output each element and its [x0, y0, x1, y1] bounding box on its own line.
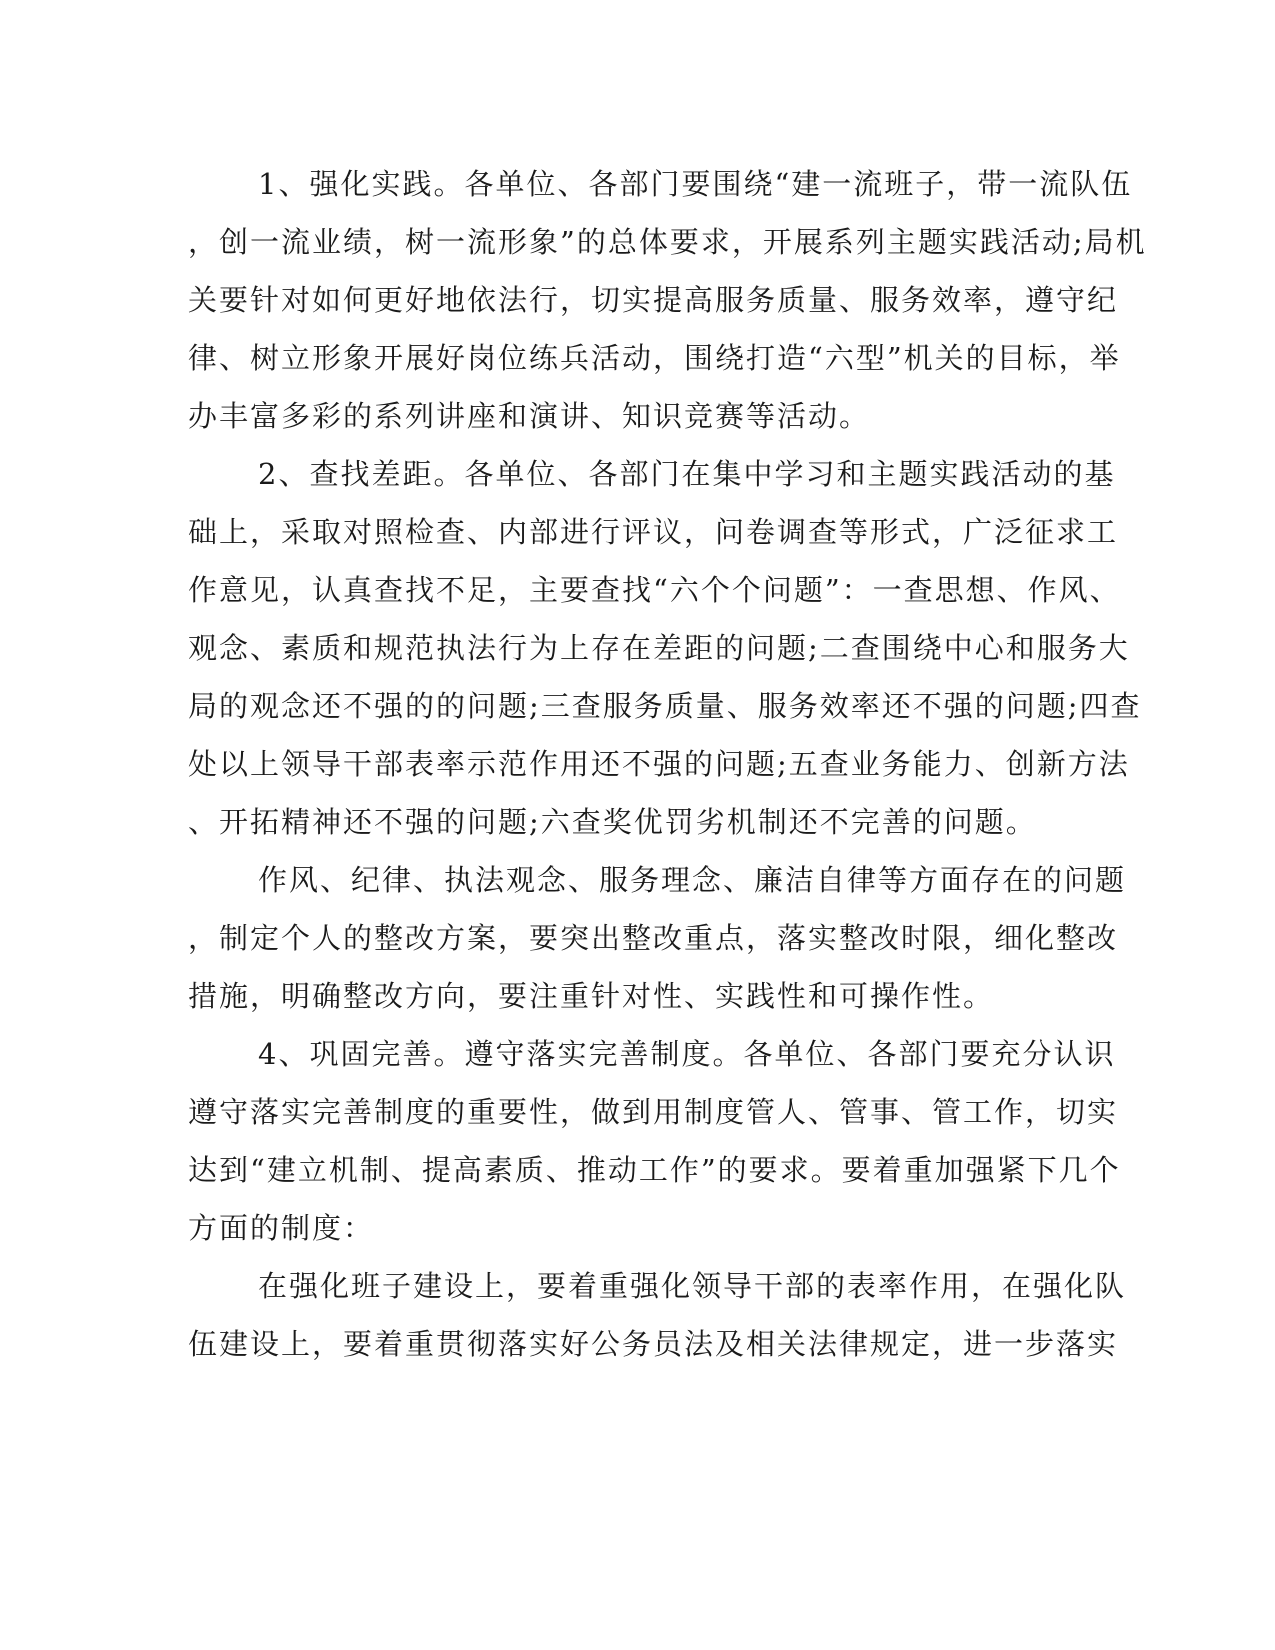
text-line: 作意见，认真查找不足，主要查找“六个个问题”：一查思想、作风、: [188, 573, 1121, 607]
text-line: 、开拓精神还不强的问题;六查奖优罚劣机制还不完善的问题。: [188, 805, 1037, 839]
text-line: 2、查找差距。各单位、各部门在集中学习和主题实践活动的基: [258, 457, 1116, 491]
text-line: 伍建设上，要着重贯彻落实好公务员法及相关法律规定，进一步落实: [188, 1327, 1119, 1361]
text-line: ，创一流业绩，树一流形象”的总体要求，开展系列主题实践活动;局机: [188, 225, 1147, 259]
text-line: 律、树立形象开展好岗位练兵活动，围绕打造“六型”机关的目标，举: [188, 341, 1121, 375]
text-line: 方面的制度：: [188, 1211, 375, 1245]
text-line: 础上，采取对照检查、内部进行评议，问卷调查等形式，广泛征求工: [188, 515, 1119, 549]
text-line: 局的观念还不强的的问题;三查服务质量、服务效率还不强的问题;四查: [188, 689, 1142, 723]
text-line: 观念、素质和规范执法行为上存在差距的问题;二查围绕中心和服务大: [188, 631, 1130, 665]
text-line: 处以上领导干部表率示范作用还不强的问题;五查业务能力、创新方法: [188, 747, 1130, 781]
text-line: 在强化班子建设上，要着重强化领导干部的表率作用，在强化队: [258, 1269, 1127, 1303]
text-line: 4、巩固完善。遵守落实完善制度。各单位、各部门要充分认识: [258, 1037, 1116, 1071]
text-line: 办丰富多彩的系列讲座和演讲、知识竞赛等活动。: [188, 399, 871, 433]
text-line: 关要针对如何更好地依法行，切实提高服务质量、服务效率，遵守纪: [188, 283, 1119, 317]
text-line: 措施，明确整改方向，要注重针对性、实践性和可操作性。: [188, 979, 995, 1013]
text-line: 达到“建立机制、提高素质、推动工作”的要求。要着重加强紧下几个: [188, 1153, 1121, 1187]
text-line: ，制定个人的整改方案，要突出整改重点，落实整改时限，细化整改: [188, 921, 1119, 955]
text-line: 遵守落实完善制度的重要性，做到用制度管人、管事、管工作，切实: [188, 1095, 1119, 1129]
text-line: 作风、纪律、执法观念、服务理念、廉洁自律等方面存在的问题: [258, 863, 1127, 897]
text-line: 1、强化实践。各单位、各部门要围绕“建一流班子，带一流队伍: [258, 167, 1133, 201]
